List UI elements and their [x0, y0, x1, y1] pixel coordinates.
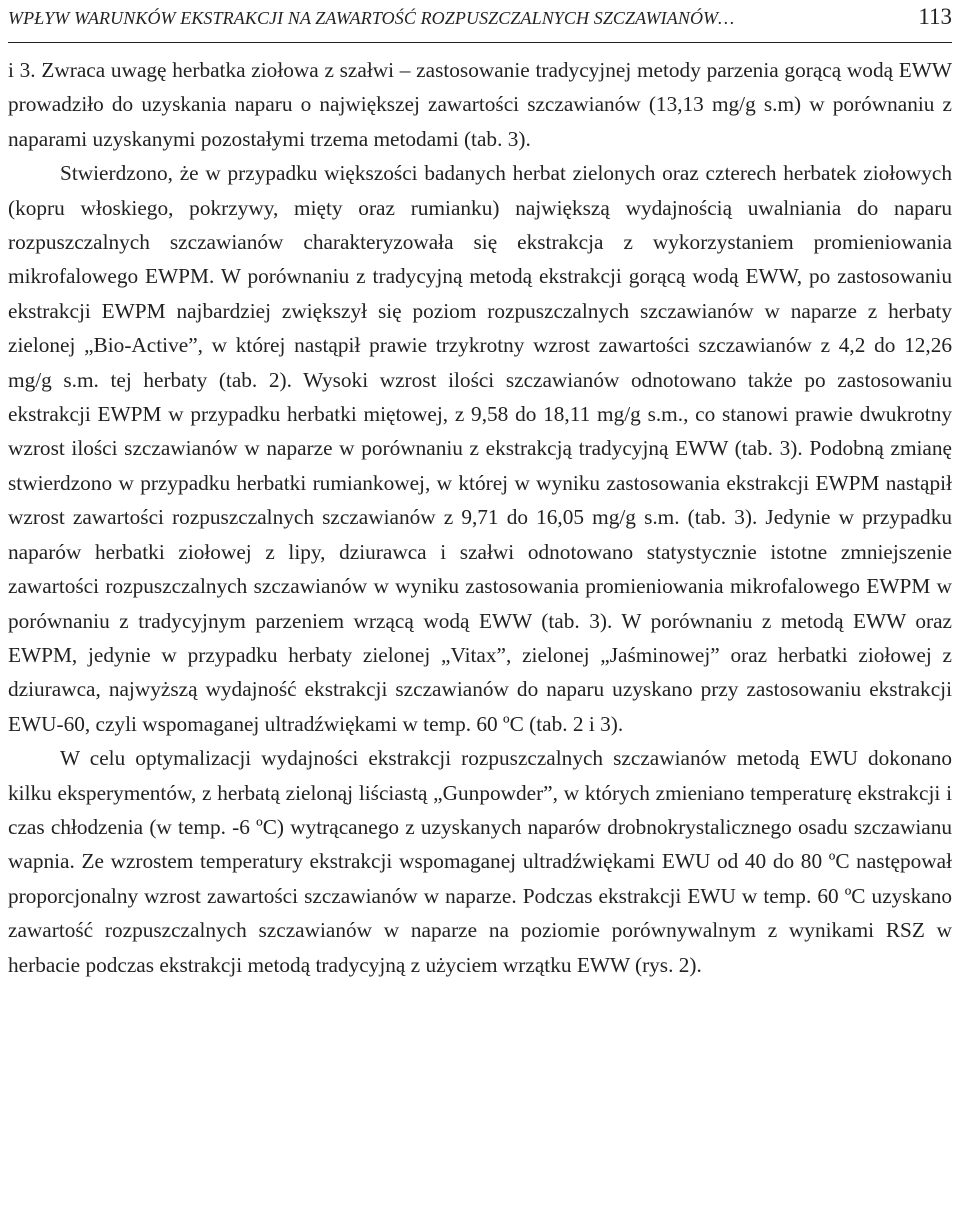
running-header: [8, 4, 952, 43]
body-text: [8, 53, 952, 982]
paragraph: Stwierdzono, że w przypadku większości badanych herbat zielonych oraz czterech herbatek ziołowych (kopru włoskiego, pokrzywy, mięty oraz rumianku) największą wydajnością uwalniania do naparu rozpuszczalnych szczawianów charakteryzowała się ekstrakcja z wykorzystaniem promieniowania mikrofalowego EWPM. W porównaniu z tradycyjną metodą ekstrakcji gorącą wodą EWW, po zastosowaniu ekstrakcji EWPM najbardziej zwiększył się poziom rozpuszczalnych szczawianów w naparze z herbaty zielonej „Bio-Active”, w której nastąpił prawie trzykrotny wzrost zawartości szczawianów z 4,2 do 12,26 mg/g s.m. tej herbaty (tab. 2). Wysoki wzrost ilości szczawianów odnotowano także po zastosowaniu ekstrakcji EWPM w przypadku herbatki miętowej, z 9,58 do 18,11 mg/g s.m., co stanowi prawie dwukrotny wzrost ilości szczawianów w naparze w porównaniu z ekstrakcją tradycyjną EWW (tab. 3). Podobną zmianę stwierdzono w przypadku herbatki rumiankowej, w której w wyniku zastosowania ekstrakcji EWPM nastąpił wzrost zawartości rozpuszczalnych szczawianów z 9,71 do 16,05 mg/g s.m. (tab. 3). Jedynie w przypadku naparów herbatki ziołowej z lipy, dziurawca i szałwi odnotowano statystycznie istotne zmniejszenie zawartości rozpuszczalnych szczawianów w wyniku zastosowania promieniowania mikrofalowego EWPM w porównaniu z tradycyjnym parzeniem wrzącą wodą EWW (tab. 3). W porównaniu z metodą EWW oraz EWPM, jedynie w przypadku herbaty zielonej „Vitax”, zielonej „Jaśminowej” oraz herbatki ziołowej z dziurawca, najwyższą wydajność ekstrakcji szczawianów do naparu uzyskano przy zastosowaniu ekstrakcji EWU-60, czyli wspomaganej ultradźwiękami w temp. 60 ºC (tab. 2 i 3).: [8, 161, 952, 736]
paragraph: W celu optymalizacji wydajności ekstrakcji rozpuszczalnych szczawianów metodą EWU dokonano kilku eksperymentów, z herbatą zielonąj liściastą „Gunpowder”, w których zmieniano temperaturę ekstrakcji i czas chłodzenia (w temp. -6 ºC) wytrącanego z uzyskanych naparów drobnokrystalicznego osadu szczawianu wapnia. Ze wzrostem temperatury ekstrakcji wspomaganej ultradźwiękami EWU od 40 do 80 ºC następował proporcjonalny wzrost zawartości szczawianów w naparze. Podczas ekstrakcji EWU w temp. 60 ºC uzyskano zawartość rozpuszczalnych szczawianów w naparze na poziomie porównywalnym z wynikami RSZ w herbacie podczas ekstrakcji metodą tradycyjną z użyciem wrzątku EWW (rys. 2).: [8, 746, 952, 977]
page-number: 113: [918, 4, 952, 29]
running-title: WPŁYW WARUNKÓW EKSTRAKCJI NA ZAWARTOŚĆ ROZPUSZCZALNYCH SZCZAWIANÓW…: [8, 8, 735, 28]
paragraph-continuation: i 3. Zwraca uwagę herbatka ziołowa z szałwi – zastosowanie tradycyjnej metody parzenia gorącą wodą EWW prowadziło do uzyskania naparu o największej zawartości szczawianów (13,13 mg/g s.m) w porównaniu z naparami uzyskanymi pozostałymi trzema metodami (tab. 3).: [8, 58, 952, 151]
